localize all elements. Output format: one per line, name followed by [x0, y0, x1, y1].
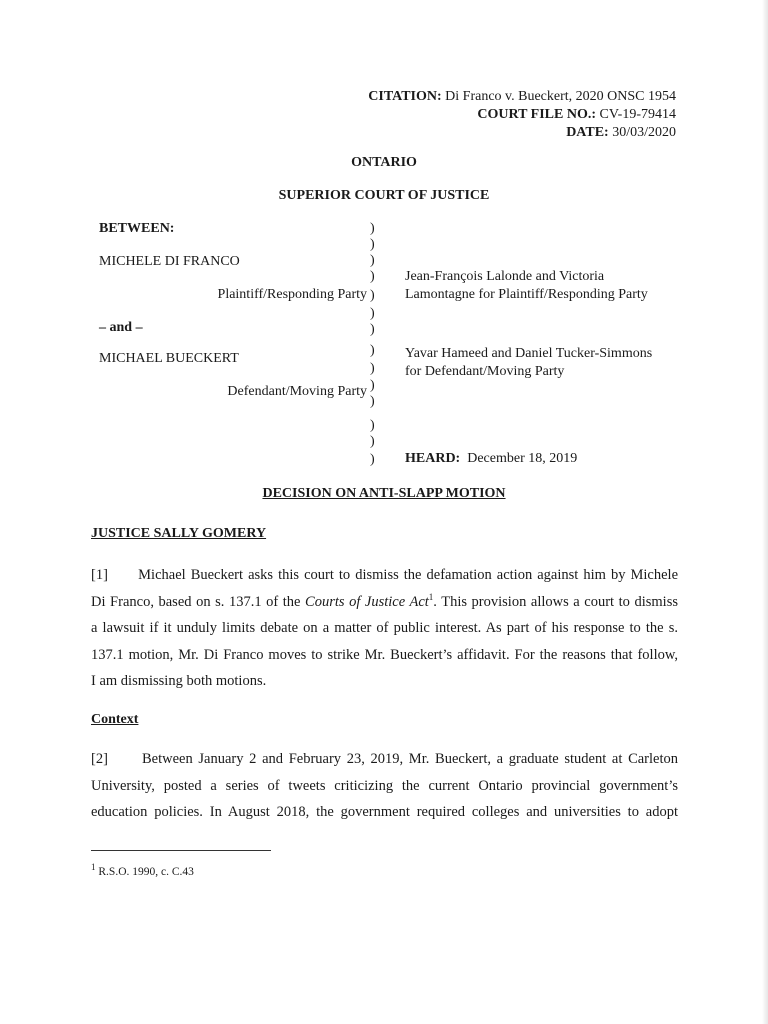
bracket: ): [370, 343, 375, 358]
paragraph-text: Michael Bueckert asks this court to dismiss the defamation action against him by Michele: [138, 567, 678, 583]
date-line: [368, 124, 676, 142]
paragraph-line: 137.1 motion, Mr. Di Franco moves to strike Mr. Bueckert’s affidavit. For the reasons that follow,: [91, 646, 678, 663]
paragraph-line: [91, 746, 678, 773]
justice-name: JUSTICE SALLY GOMERY: [91, 526, 267, 541]
citation-block: [368, 88, 676, 142]
section-heading-context: Context: [91, 712, 139, 727]
statute-title: Courts of Justice Act: [305, 593, 429, 610]
defendant-counsel-line1: Yavar Hameed and Daniel Tucker-Simmons: [405, 346, 653, 361]
date-label: DATE:: [566, 125, 609, 140]
heard-line: [405, 451, 577, 467]
defendant-name: MICHAEL BUECKERT: [99, 351, 239, 366]
paragraph-text: . This provision allows a court to dismiss: [433, 593, 678, 610]
decision-title: [0, 486, 768, 502]
paragraph-line: a lawsuit if it unduly limits debate on a matter of public interest. As part of his response to the s.: [91, 620, 678, 636]
page-edge: [762, 0, 768, 1024]
bracket: ): [370, 418, 375, 433]
citation-line: [368, 88, 676, 106]
date-value: 30/03/2020: [612, 125, 676, 140]
paragraph-number: [1]: [91, 567, 108, 583]
plaintiff-counsel-line2: Lamontagne for Plaintiff/Responding Party: [405, 287, 648, 302]
footnote-text: R.S.O. 1990, c. C.43: [98, 866, 194, 878]
bracket: ): [370, 253, 375, 268]
bracket: ): [370, 322, 375, 337]
bracket: ): [370, 394, 375, 409]
jurisdiction-heading: ONTARIO: [351, 155, 417, 170]
bracket: ): [370, 269, 375, 284]
paragraph-line: [91, 589, 678, 616]
paragraph-line: I am dismissing both motions.: [91, 673, 267, 689]
plaintiff-name: MICHELE DI FRANCO: [99, 254, 240, 269]
paragraph-line: [91, 562, 678, 589]
bracket: ): [370, 434, 375, 449]
bracket: ): [370, 452, 375, 467]
court-file-line: [368, 106, 676, 124]
paragraph-1: [91, 562, 678, 695]
court-file-label: COURT FILE NO.:: [477, 107, 596, 122]
bracket: ): [370, 378, 375, 393]
heard-date: December 18, 2019: [467, 451, 578, 466]
bracket: ): [370, 237, 375, 252]
defendant-counsel-line2: for Defendant/Moving Party: [405, 364, 565, 379]
footnote-ref[interactable]: 1: [428, 591, 434, 602]
bracket: ): [370, 306, 375, 321]
between-label: BETWEEN:: [99, 221, 175, 236]
plaintiff-role: Plaintiff/Responding Party: [217, 287, 367, 302]
paragraph-number: [2]: [91, 751, 108, 767]
paragraph-line: University, posted a series of tweets criticizing the current Ontario provincial government’s: [91, 777, 678, 794]
court-heading: SUPERIOR COURT OF JUSTICE: [278, 188, 490, 203]
paragraph-2: [91, 746, 678, 826]
citation-label: CITATION:: [368, 89, 442, 104]
footnote-marker: 1: [91, 862, 96, 873]
paragraph-line: education policies. In August 2018, the government required colleges and universities to adopt: [91, 804, 678, 820]
decision-title-text: DECISION ON ANTI-SLAPP MOTION: [262, 486, 506, 501]
bracket: ): [370, 361, 375, 376]
defendant-role: Defendant/Moving Party: [227, 384, 367, 399]
paragraph-text: Di Franco, based on s. 137.1 of the: [91, 593, 306, 610]
and-separator: – and –: [99, 320, 143, 335]
heard-label: HEARD:: [405, 451, 461, 466]
bracket: ): [370, 288, 375, 303]
citation-value: Di Franco v. Bueckert, 2020 ONSC 1954: [445, 89, 676, 104]
court-file-value: CV-19-79414: [599, 107, 676, 122]
bracket: ): [370, 221, 375, 236]
plaintiff-counsel-line1: Jean-François Lalonde and Victoria: [405, 269, 605, 284]
footnote: [91, 862, 194, 878]
footnote-divider: [91, 850, 271, 851]
bracket-column: [370, 0, 390, 1024]
paragraph-text: Between January 2 and February 23, 2019, Mr. Bueckert, a graduate student at Carleton: [141, 751, 678, 767]
